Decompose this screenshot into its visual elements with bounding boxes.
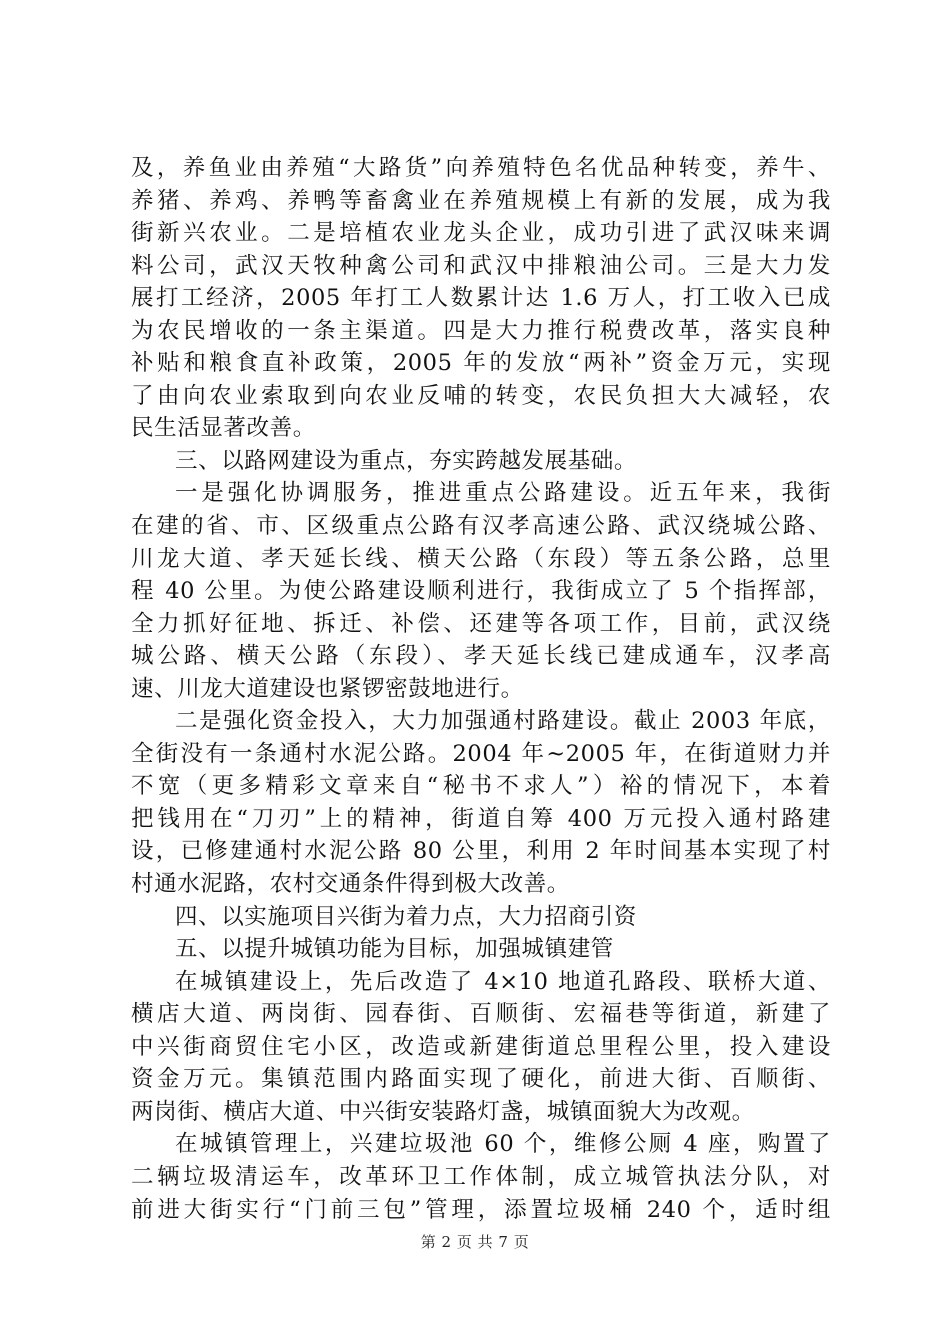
text-line: 一是强化协调服务，推进重点公路建设。近五年来，我街 [175, 480, 831, 507]
text-line: 养猪、养鸡、养鸭等畜禽业在养殖规模上有新的发展，成为我 [131, 187, 831, 214]
text-line: 在建的省、市、区级重点公路有汉孝高速公路、武汉绕城公路、 [131, 513, 831, 540]
text-line: 村通水泥路，农村交通条件得到极大改善。 [131, 871, 570, 898]
text-line: 把钱用在“刀刃”上的精神，街道自筹 400 万元投入通村路建 [131, 805, 831, 832]
section-heading: 五、以提升城镇功能为目标，加强城镇建管 [175, 936, 614, 963]
body-text [131, 152, 831, 1226]
text-line: 全力抓好征地、拆迁、补偿、还建等各项工作，目前，武汉绕 [131, 610, 831, 637]
text-line: 中兴街商贸住宅小区，改造或新建街道总里程公里，投入建设 [131, 1033, 831, 1060]
text-line: 展打工经济，2005 年打工人数累计达 1.6 万人，打工收入已成 [131, 285, 831, 312]
text-line: 在城镇管理上，兴建垃圾池 60 个，维修公厕 4 座，购置了 [175, 1131, 831, 1158]
text-line: 料公司，武汉天牧种禽公司和武汉中排粮油公司。三是大力发 [131, 252, 831, 279]
text-line: 资金万元。集镇范围内路面实现了硬化，前进大街、百顺街、 [131, 1066, 831, 1093]
page-footer: 第 2 页 共 7 页 [420, 1233, 530, 1251]
section-heading: 四、以实施项目兴街为着力点，大力招商引资 [175, 903, 638, 930]
text-line: 二是强化资金投入，大力加强通村路建设。截止 2003 年底， [175, 708, 831, 735]
text-line: 横店大道、两岗街、园春街、百顺街、宏福巷等街道，新建了 [131, 1001, 831, 1028]
text-line: 民生活显著改善。 [131, 415, 316, 442]
text-line: 补贴和粮食直补政策，2005 年的发放“两补”资金万元，实现 [131, 350, 831, 377]
text-line: 不宽（更多精彩文章来自“秘书不求人”）裕的情况下，本着 [131, 773, 831, 800]
text-line: 了由向农业索取到向农业反哺的转变，农民负担大大减轻，农 [131, 382, 831, 409]
text-line: 程 40 公里。为使公路建设顺利进行，我街成立了 5 个指挥部， [131, 578, 831, 605]
text-line: 二辆垃圾清运车，改革环卫工作体制，成立城管执法分队，对 [131, 1163, 831, 1190]
text-line: 为农民增收的一条主渠道。四是大力推行税费改革，落实良种 [131, 317, 831, 344]
text-line: 城公路、横天公路（东段）、孝天延长线已建成通车，汉孝高 [131, 643, 831, 670]
text-line: 在城镇建设上，先后改造了 4×10 地道孔路段、联桥大道、 [175, 968, 831, 995]
text-line: 两岗街、横店大道、中兴街安装路灯盏，城镇面貌大为改观。 [131, 1098, 755, 1125]
text-line: 街新兴农业。二是培植农业龙头企业，成功引进了武汉味来调 [131, 220, 831, 247]
section-heading: 三、以路网建设为重点，夯实跨越发展基础。 [175, 447, 638, 474]
text-line: 前进大街实行“门前三包”管理，添置垃圾桶 240 个，适时组 [131, 1196, 831, 1223]
text-line: 川龙大道、孝天延长线、横天公路（东段）等五条公路，总里 [131, 545, 831, 572]
text-line: 设，已修建通村水泥公路 80 公里，利用 2 年时间基本实现了村 [131, 838, 831, 865]
text-line: 全街没有一条通村水泥公路。2004 年~2005 年，在街道财力并 [131, 740, 831, 767]
text-line: 及，养鱼业由养殖“大路货”向养殖特色名优品种转变，养牛、 [131, 155, 831, 181]
text-line: 速、川龙大道建设也紧锣密鼓地进行。 [131, 675, 524, 702]
